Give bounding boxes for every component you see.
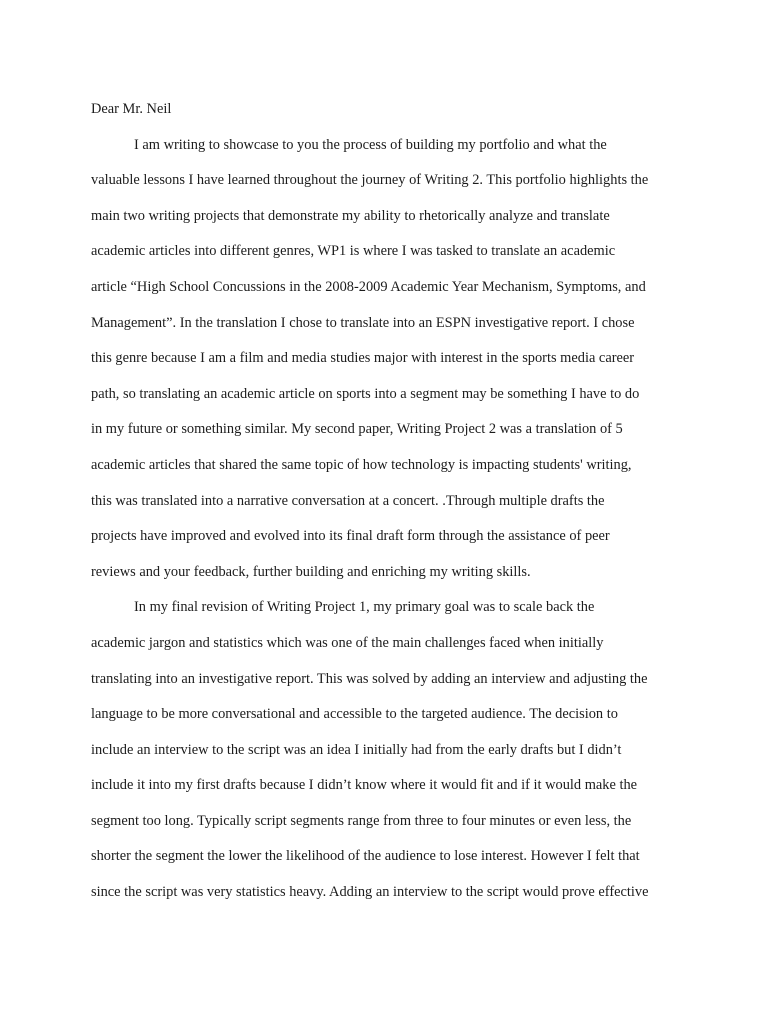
paragraph-line: academic jargon and statistics which was one of the main challenges faced when initially xyxy=(91,634,604,651)
paragraph-line: main two writing projects that demonstrate my ability to rhetorically analyze and translate xyxy=(91,207,610,224)
paragraph-2 xyxy=(91,590,691,910)
paragraph-line: segment too long. Typically script segments range from three to four minutes or even less, the xyxy=(91,812,632,829)
paragraph-line: Management”. In the translation I chose to translate into an ESPN investigative report. I chose xyxy=(91,314,635,331)
paragraph-line: language to be more conversational and accessible to the targeted audience. The decision to xyxy=(91,706,618,723)
letter-greeting: Dear Mr. Neil xyxy=(91,101,172,117)
paragraph-line: article “High School Concussions in the 2008-2009 Academic Year Mechanism, Symptoms, and xyxy=(91,278,646,295)
paragraph-line: reviews and your feedback, further building and enriching my writing skills. xyxy=(91,563,531,580)
paragraph-1 xyxy=(91,128,691,591)
paragraph-line: since the script was very statistics heavy. Adding an interview to the script would prove effective xyxy=(91,884,649,901)
paragraph-line: this genre because I am a film and media studies major with interest in the sports media career xyxy=(91,350,635,367)
paragraph-line: academic articles into different genres, WP1 is where I was tasked to translate an academic xyxy=(91,243,616,260)
letter-body xyxy=(91,92,691,911)
paragraph-line: this was translated into a narrative conversation at a concert. .Through multiple drafts the xyxy=(91,492,605,509)
paragraph-line: translating into an investigative report. This was solved by adding an interview and adjusting the xyxy=(91,670,648,687)
paragraph-line: valuable lessons I have learned throughout the journey of Writing 2. This portfolio highlights the xyxy=(91,172,649,189)
paragraph-line: shorter the segment the lower the likelihood of the audience to lose interest. However I felt that xyxy=(91,848,640,865)
paragraph-line: academic articles that shared the same topic of how technology is impacting students' writing, xyxy=(91,456,632,473)
paragraph-line: projects have improved and evolved into its final draft form through the assistance of peer xyxy=(91,528,610,545)
paragraph-line: include an interview to the script was an idea I initially had from the early drafts but I didn’t xyxy=(91,741,622,758)
paragraph-line: include it into my first drafts because I didn’t know where it would fit and if it would make the xyxy=(91,777,638,794)
paragraph-line: path, so translating an academic article on sports into a segment may be something I have to do xyxy=(91,385,640,402)
paragraph-line: I am writing to showcase to you the process of building my portfolio and what the xyxy=(134,136,607,153)
paragraph-line: in my future or something similar. My second paper, Writing Project 2 was a translation of 5 xyxy=(91,421,623,438)
paragraph-line: In my final revision of Writing Project 1, my primary goal was to scale back the xyxy=(134,599,595,616)
